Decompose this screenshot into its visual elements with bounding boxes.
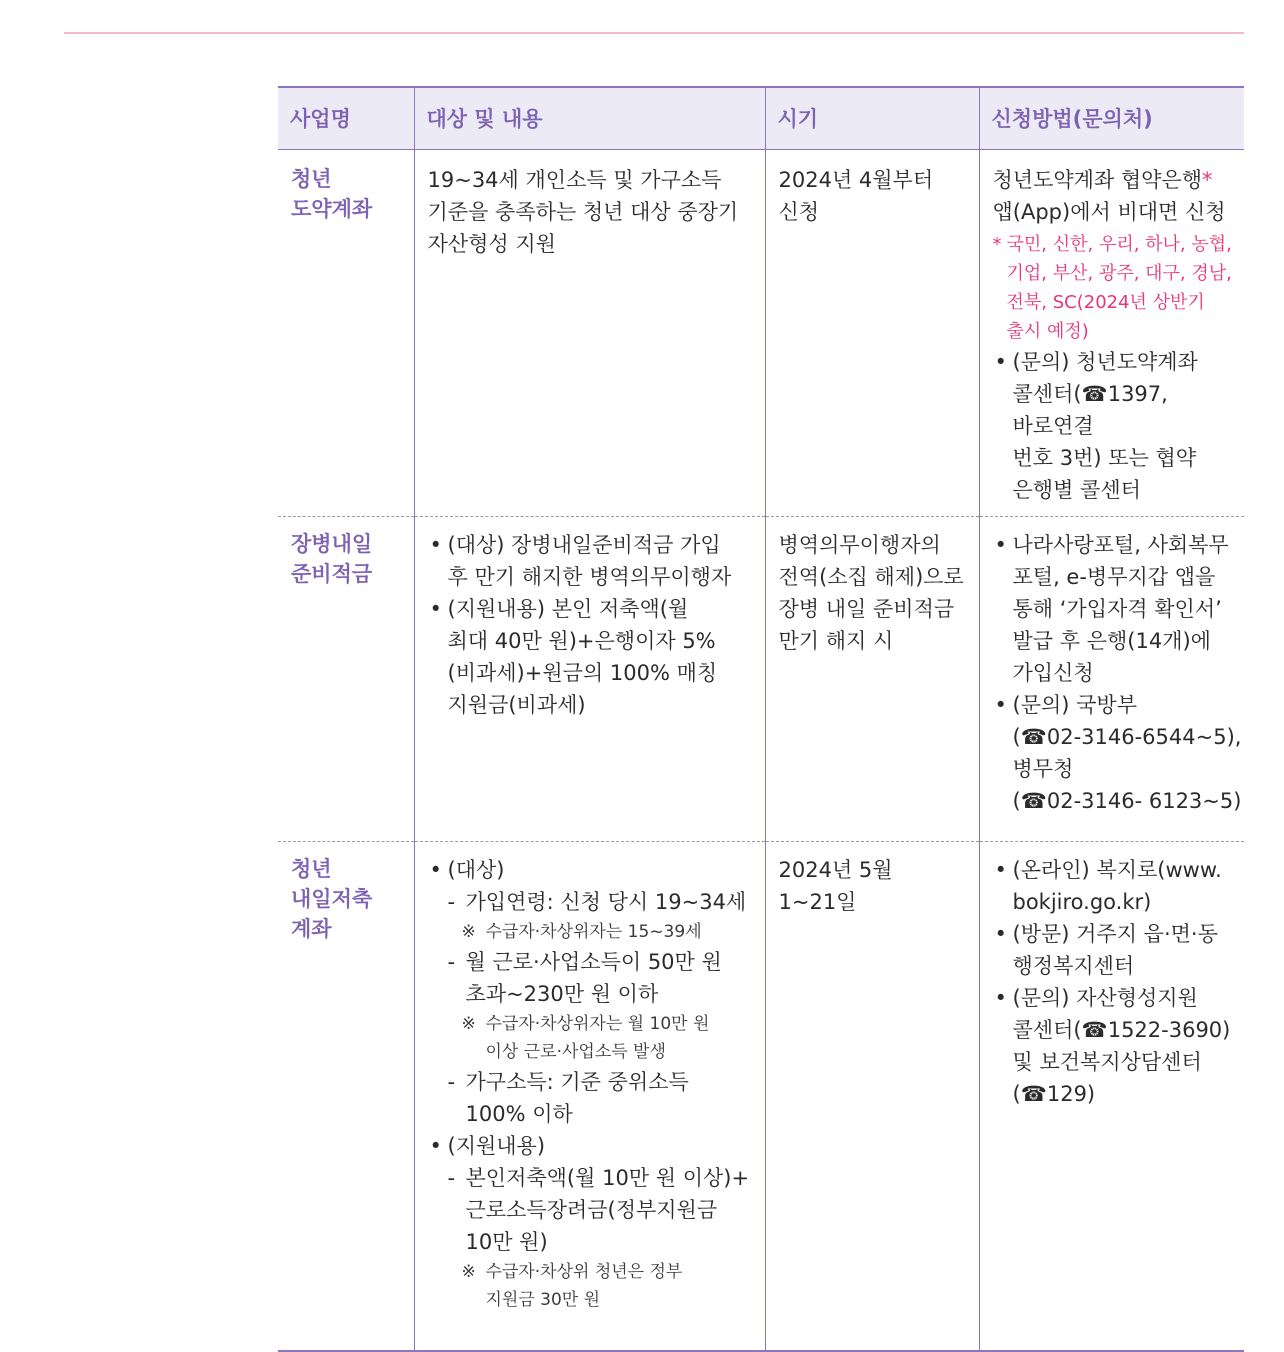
note-line: 이상 근로·사업소득 발생 (485, 1041, 666, 1062)
method-bullet (993, 918, 1245, 982)
content-line: 19~34세 개인소득 및 가구소득 (427, 167, 722, 192)
period-cell (765, 841, 979, 1351)
period-line: 2024년 4월부터 (778, 167, 934, 192)
program-name-cell (278, 841, 414, 1351)
content-line: (비과세)+원금의 100% 매칭 (447, 660, 718, 685)
method-line: 통해 ‘가입자격 확인서’ (1012, 596, 1222, 621)
method-line: • (온라인) 복지로(www. (1012, 857, 1222, 882)
period-cell (765, 516, 979, 841)
content-bullet (428, 593, 755, 721)
content-line: 기준을 충족하는 청년 대상 중장기 (427, 199, 739, 224)
table-row (278, 149, 1244, 516)
method-line (993, 164, 1245, 196)
period-line: 1~21일 (778, 889, 857, 914)
content-line: 지원금(비과세) (447, 692, 586, 717)
content-line: 후 만기 해지한 병역의무이행자 (447, 564, 732, 589)
method-cell (979, 516, 1244, 841)
header-application-method: 신청방법(문의처) (979, 87, 1244, 149)
youth-asset-program-table (278, 86, 1244, 1352)
note-line: 전북, SC(2024년 상반기 (1006, 291, 1205, 313)
method-text: 청년도약계좌 협약은행 (992, 167, 1203, 192)
content-line: 근로소득장려금(정부지원금 (465, 1197, 718, 1222)
inquiry-line: • (문의) 국방부 (1012, 692, 1137, 717)
table-row (278, 516, 1244, 841)
note-line: 기업, 부산, 광주, 대구, 경남, (1006, 262, 1232, 284)
header-period: 시기 (765, 87, 979, 149)
program-name-cell (278, 516, 414, 841)
content-dash-item (428, 946, 755, 1010)
program-name-line: 내일저축 (291, 886, 373, 911)
inquiry-line: 은행별 콜센터 (1012, 477, 1141, 502)
program-name-line: 청년 (291, 166, 332, 191)
note-line: * 국민, 신한, 우리, 하나, 농협, (1006, 233, 1232, 255)
method-bullet (993, 529, 1245, 689)
content-dash-item (428, 1162, 755, 1258)
method-line: • (방문) 거주지 읍·면·동 (1012, 921, 1218, 946)
footnote-star: * (1202, 167, 1213, 192)
content-line: • (지원내용) 본인 저축액(월 (447, 596, 689, 621)
program-name-line: 장병내일 (291, 531, 373, 556)
method-line: 행정복지센터 (1012, 953, 1135, 978)
period-line: 전역(소집 해제)으로 (778, 564, 964, 589)
inquiry-line: 콜센터(☎1522-3690) (1012, 1017, 1231, 1042)
inquiry-line: (☎02-3146- 6123~5) (1012, 788, 1242, 813)
inquiry-line: (☎129) (1012, 1081, 1096, 1106)
content-cell (414, 149, 765, 516)
program-name-cell (278, 149, 414, 516)
table-header-row (278, 87, 1244, 149)
inquiry-bullet (993, 689, 1245, 817)
method-line: 포털, e-병무지갑 앱을 (1012, 564, 1216, 589)
content-line: 100% 이하 (465, 1101, 573, 1126)
method-cell (979, 149, 1244, 516)
inquiry-bullet (993, 346, 1245, 506)
header-program-name: 사업명 (278, 87, 414, 149)
content-note (428, 1010, 755, 1066)
content-line: - 월 근로·사업소득이 50만 원 (465, 949, 722, 974)
content-cell (414, 841, 765, 1351)
inquiry-line: • (문의) 자산형성지원 (1012, 985, 1198, 1010)
note-line: ※ 수급자·차상위자는 월 10만 원 (485, 1013, 710, 1034)
method-line: 가입신청 (1012, 660, 1094, 685)
content-note (428, 1258, 755, 1314)
content-line: 10만 원) (465, 1229, 548, 1254)
header-target-content: 대상 및 내용 (414, 87, 765, 149)
program-name-line: 준비적금 (291, 561, 373, 586)
method-line: 발급 후 은행(14개)에 (1012, 628, 1211, 653)
content-dash-item: - 가입연령: 신청 당시 19~34세 (428, 886, 755, 918)
content-line: - 본인저축액(월 10만 원 이상)+ (465, 1165, 750, 1190)
note-line: 지원금 30만 원 (485, 1289, 601, 1310)
method-bullet (993, 854, 1245, 918)
period-cell (765, 149, 979, 516)
content-line: - 가구소득: 기준 중위소득 (465, 1069, 689, 1094)
program-name-line: 계좌 (291, 916, 332, 941)
bank-list-note (993, 230, 1245, 346)
content-line: • (대상) 장병내일준비적금 가입 (447, 532, 721, 557)
note-line: ※ 수급자·차상위 청년은 정부 (485, 1261, 683, 1282)
period-line: 병역의무이행자의 (778, 532, 941, 557)
note-line: ※ 수급자·차상위자는 15~39세 (485, 921, 702, 942)
content-note (428, 918, 755, 946)
inquiry-line: (☎02-3146-6544~5), (1012, 724, 1242, 749)
period-line: 만기 해지 시 (778, 628, 894, 653)
method-line: bokjiro.go.kr) (1012, 889, 1152, 914)
method-cell (979, 841, 1244, 1351)
inquiry-line: 콜센터(☎1397, 바로연결 (1012, 381, 1168, 438)
program-name-line: 도약계좌 (291, 196, 373, 221)
table-row (278, 841, 1244, 1351)
content-cell (414, 516, 765, 841)
period-line: 장병 내일 준비적금 (778, 596, 955, 621)
top-divider-line (64, 32, 1244, 34)
inquiry-line: 및 보건복지상담센터 (1012, 1049, 1202, 1074)
content-line: 최대 40만 원)+은행이자 5% (447, 628, 716, 653)
inquiry-line: 번호 3번) 또는 협약 (1012, 445, 1197, 470)
inquiry-line: 병무청 (1012, 756, 1074, 781)
content-bullet: • (지원내용) (428, 1130, 755, 1162)
inquiry-line: • (문의) 청년도약계좌 (1012, 349, 1198, 374)
content-bullet (428, 529, 755, 593)
content-dash-item (428, 1066, 755, 1130)
method-line: • 나라사랑포털, 사회복무 (1012, 532, 1229, 557)
content-line: 초과~230만 원 이하 (465, 981, 659, 1006)
method-line: 앱(App)에서 비대면 신청 (992, 199, 1226, 224)
note-line: 출시 예정) (1006, 320, 1089, 342)
content-bullet: • (대상) (428, 854, 755, 886)
program-name-line: 청년 (291, 856, 332, 881)
period-line: 신청 (778, 199, 820, 224)
inquiry-bullet (993, 982, 1245, 1110)
content-line: 자산형성 지원 (427, 231, 556, 256)
period-line: 2024년 5월 (778, 857, 893, 882)
